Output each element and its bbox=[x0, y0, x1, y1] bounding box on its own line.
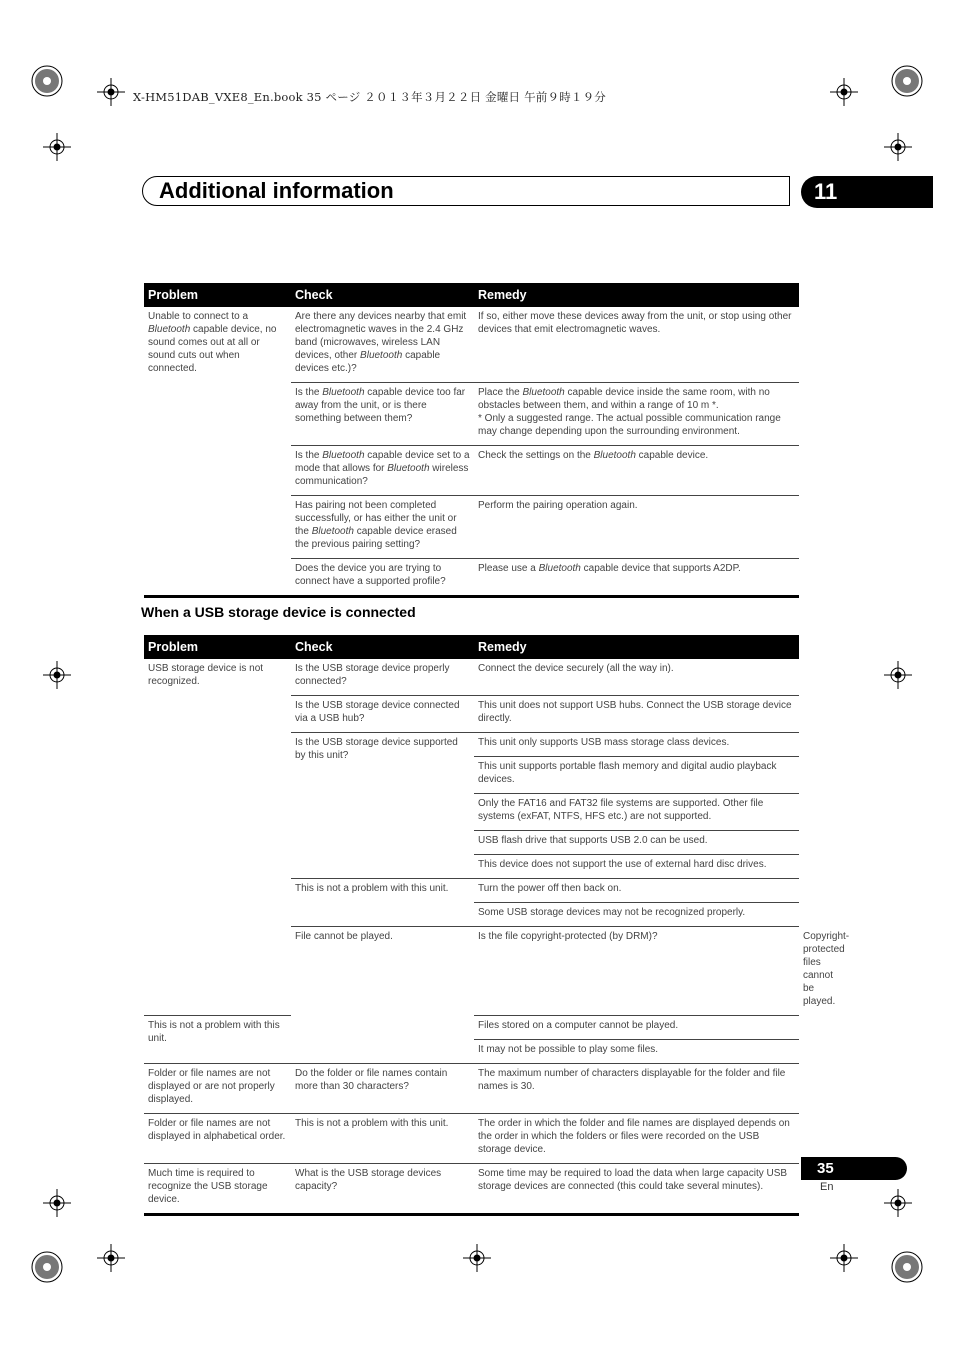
table-row bbox=[144, 1113, 799, 1163]
table-row bbox=[144, 1163, 799, 1214]
remedy-cell: Connect the device securely (all the way in). bbox=[474, 659, 799, 696]
table-row bbox=[144, 1063, 799, 1113]
table-row: File cannot be played. Is the file copyright-protected (by DRM)? Copyright-protected files cannot be played. bbox=[144, 927, 799, 1016]
check-cell: Is the USB storage device supported by this unit? bbox=[291, 733, 474, 879]
check-cell: This is not a problem with this unit. bbox=[144, 1015, 291, 1063]
remedy-cell: Turn the power off then back on. bbox=[474, 879, 799, 903]
remedy-cell: It may not be possible to play some files. bbox=[474, 1039, 799, 1063]
crosshair-mark-icon bbox=[97, 78, 125, 106]
header-check: Check bbox=[291, 635, 474, 659]
table-row bbox=[144, 307, 799, 383]
registration-mark-icon bbox=[30, 1250, 64, 1284]
crosshair-mark-icon bbox=[97, 1244, 125, 1272]
bluetooth-troubleshooting-table bbox=[144, 283, 799, 598]
check-cell: Is the USB storage device connected via a USB hub? bbox=[291, 696, 474, 733]
problem-cell: Much time is required to recognize the USB storage device. bbox=[144, 1163, 291, 1214]
crosshair-mark-icon bbox=[43, 133, 71, 161]
remedy-cell: This unit does not support USB hubs. Connect the USB storage device directly. bbox=[474, 696, 799, 733]
table-header-row bbox=[144, 635, 799, 659]
registration-mark-icon bbox=[890, 64, 924, 98]
remedy-cell: Files stored on a computer cannot be played. bbox=[474, 1015, 799, 1039]
check-cell: Is the Bluetooth capable device set to a mode that allows for Bluetooth wireless communication? bbox=[291, 446, 474, 496]
header-check: Check bbox=[291, 283, 474, 307]
remedy-cell: Check the settings on the Bluetooth capable device. bbox=[474, 446, 799, 496]
chapter-title: Additional information bbox=[159, 178, 394, 203]
remedy-cell: Please use a Bluetooth capable device that supports A2DP. bbox=[474, 559, 799, 597]
crosshair-mark-icon bbox=[830, 78, 858, 106]
header-problem: Problem bbox=[144, 635, 291, 659]
check-cell: Has pairing not been completed successfully, or has either the unit or the Bluetooth capable device erased the previous pairing setting? bbox=[291, 496, 474, 559]
print-header: X-HM51DAB_VXE8_En.book 35 ページ ２０１３年３月２２日 金曜日 午前９時１９分 bbox=[133, 90, 606, 104]
problem-cell: USB storage device is not recognized. bbox=[144, 659, 291, 1015]
check-cell: Does the device you are trying to connect have a supported profile? bbox=[291, 559, 474, 597]
remedy-cell: This unit only supports USB mass storage class devices. bbox=[474, 733, 799, 757]
crosshair-mark-icon bbox=[884, 661, 912, 689]
remedy-cell: This unit supports portable flash memory and digital audio playback devices. bbox=[474, 757, 799, 794]
registration-mark-icon bbox=[30, 64, 64, 98]
problem-cell: Unable to connect to a Bluetooth capable device, no sound comes out at all or sound cuts out when connected. bbox=[144, 307, 291, 597]
header-remedy: Remedy bbox=[474, 283, 799, 307]
crosshair-mark-icon bbox=[43, 1189, 71, 1217]
table-row bbox=[144, 659, 799, 696]
remedy-cell: This device does not support the use of external hard disc drives. bbox=[474, 855, 799, 879]
remedy-cell: Place the Bluetooth capable device inside the same room, with no obstacles between them, and within a range of 10 m *. * Only a suggested range. The actual possible communication range may change depending upon the surrounding environment. bbox=[474, 383, 799, 446]
check-cell: Is the Bluetooth capable device too far away from the unit, or is there something between them? bbox=[291, 383, 474, 446]
check-cell: Is the file copyright-protected (by DRM)? bbox=[474, 927, 799, 1016]
remedy-cell: The maximum number of characters displayable for the folder and file names is 30. bbox=[474, 1063, 799, 1113]
remedy-cell: Only the FAT16 and FAT32 file systems are supported. Other file systems (exFAT, NTFS, HFS etc.) are not supported. bbox=[474, 794, 799, 831]
check-cell: What is the USB storage devices capacity? bbox=[291, 1163, 474, 1214]
check-cell: Do the folder or file names contain more than 30 characters? bbox=[291, 1063, 474, 1113]
table-header-row bbox=[144, 283, 799, 307]
remedy-cell: Some time may be required to load the data when large capacity USB storage devices are connected (this could take several minutes). bbox=[474, 1163, 799, 1214]
crosshair-mark-icon bbox=[884, 133, 912, 161]
header-problem: Problem bbox=[144, 283, 291, 307]
chapter-number: 11 bbox=[801, 176, 933, 208]
page-language: En bbox=[820, 1181, 834, 1193]
crosshair-mark-icon bbox=[463, 1244, 491, 1272]
remedy-cell: If so, either move these devices away from the unit, or stop using other devices that emit electromagnetic waves. bbox=[474, 307, 799, 383]
crosshair-mark-icon bbox=[43, 661, 71, 689]
problem-cell: Folder or file names are not displayed in alphabetical order. bbox=[144, 1113, 291, 1163]
remedy-cell: Perform the pairing operation again. bbox=[474, 496, 799, 559]
remedy-cell: The order in which the folder and file names are displayed depends on the order in which the folders or files were recorded on the USB storage device. bbox=[474, 1113, 799, 1163]
problem-cell: File cannot be played. bbox=[291, 927, 474, 1064]
header-remedy: Remedy bbox=[474, 635, 799, 659]
remedy-cell: Some USB storage devices may not be recognized properly. bbox=[474, 903, 799, 927]
check-cell: This is not a problem with this unit. bbox=[291, 1113, 474, 1163]
problem-cell: Folder or file names are not displayed or are not properly displayed. bbox=[144, 1063, 291, 1113]
check-cell: Are there any devices nearby that emit electromagnetic waves in the 2.4 GHz band (microwaves, wireless LAN devices, other Bluetooth capable devices etc.)? bbox=[291, 307, 474, 383]
remedy-cell: USB flash drive that supports USB 2.0 can be used. bbox=[474, 831, 799, 855]
crosshair-mark-icon bbox=[884, 1189, 912, 1217]
crosshair-mark-icon bbox=[830, 1244, 858, 1272]
check-cell: This is not a problem with this unit. bbox=[291, 879, 474, 927]
page-number: 35 bbox=[801, 1157, 907, 1180]
section-heading: When a USB storage device is connected bbox=[141, 604, 416, 620]
check-cell: Is the USB storage device properly connected? bbox=[291, 659, 474, 696]
registration-mark-icon bbox=[890, 1250, 924, 1284]
